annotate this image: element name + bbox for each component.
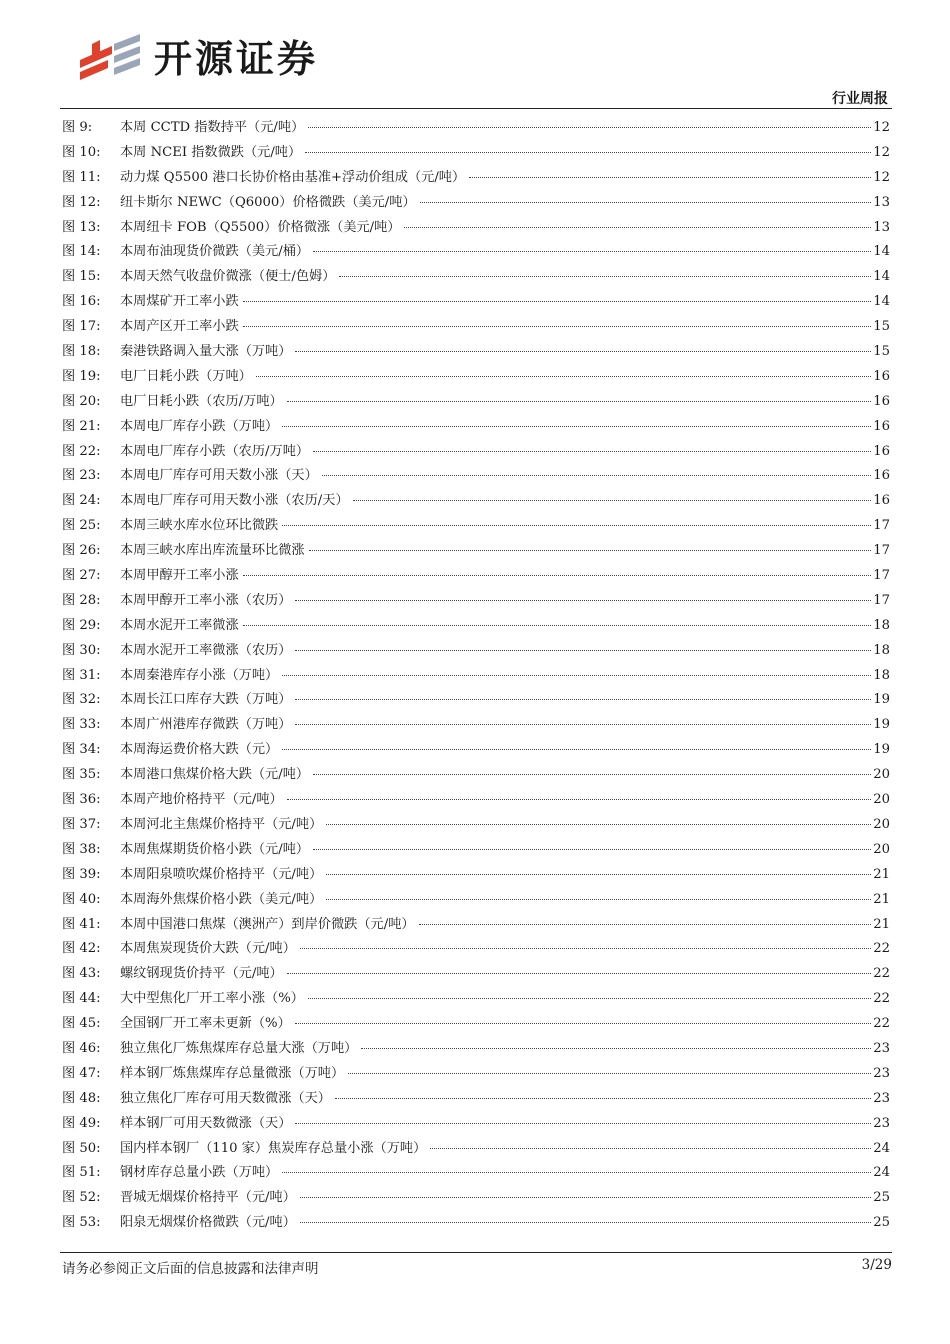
header-divider	[60, 108, 892, 109]
footer-divider	[60, 1252, 892, 1253]
toc-page-number: 23	[873, 1040, 890, 1056]
toc-figure-title: 本周河北主焦煤价格持平（元/吨）	[120, 816, 323, 832]
toc-dot-leader	[313, 849, 871, 850]
toc-figure-title: 样本钢厂可用天数微涨（天）	[120, 1115, 292, 1131]
toc-page-number: 18	[873, 642, 890, 658]
toc-figure-title: 本周中国港口焦煤（澳洲产）到岸价微跌（元/吨）	[120, 916, 415, 932]
toc-dot-leader	[313, 251, 871, 252]
toc-dot-leader	[282, 525, 871, 526]
toc-entry[interactable]	[62, 788, 890, 813]
toc-entry[interactable]	[62, 838, 890, 863]
toc-entry[interactable]	[62, 813, 890, 838]
toc-figure-number: 图 16:	[62, 294, 101, 310]
toc-page-number: 12	[873, 120, 890, 135]
toc-page-number: 16	[873, 393, 890, 409]
toc-figure-number: 图 14:	[62, 244, 101, 260]
toc-figure-number: 图 27:	[62, 568, 101, 584]
toc-figure-title: 本周广州港库存微跌（万吨）	[120, 717, 292, 733]
toc-figure-title: 本周三峡水库出库流量环比微涨	[120, 543, 305, 559]
toc-figure-title: 本周产区开工率小跌	[120, 319, 239, 335]
toc-figure-number: 图 46:	[62, 1040, 101, 1056]
page-number: 3/29	[861, 1257, 892, 1273]
toc-dot-leader	[300, 1222, 871, 1223]
toc-figure-title: 本周电厂库存小跌（万吨）	[120, 418, 279, 434]
toc-page-number: 16	[873, 418, 890, 434]
toc-figure-number: 图 39:	[62, 866, 101, 882]
toc-page-number: 25	[873, 1215, 890, 1231]
toc-page-number: 23	[873, 1090, 890, 1106]
toc-page-number: 16	[873, 493, 890, 509]
toc-page-number: 17	[873, 568, 890, 584]
toc-page-number: 13	[873, 194, 890, 210]
toc-dot-leader	[339, 276, 871, 277]
toc-figure-title: 本周产地价格持平（元/吨）	[120, 792, 283, 808]
toc-entry[interactable]	[62, 1112, 890, 1137]
toc-figure-number: 图 51:	[62, 1165, 101, 1181]
toc-figure-number: 图 31:	[62, 667, 101, 683]
toc-dot-leader	[326, 824, 871, 825]
toc-dot-leader	[295, 724, 871, 725]
toc-entry[interactable]	[62, 564, 890, 589]
toc-entry[interactable]	[62, 1037, 890, 1062]
toc-page-number: 25	[873, 1190, 890, 1206]
toc-dot-leader	[243, 326, 872, 327]
toc-dot-leader	[419, 924, 872, 925]
toc-page-number: 22	[873, 966, 890, 982]
toc-page-number: 16	[873, 368, 890, 384]
toc-entry[interactable]	[62, 763, 890, 788]
toc-figure-number: 图 18:	[62, 344, 101, 360]
toc-dot-leader	[243, 301, 872, 302]
toc-entry[interactable]	[62, 863, 890, 888]
toc-figure-number: 图 23:	[62, 468, 101, 484]
toc-dot-leader	[287, 401, 872, 402]
toc-page-number: 17	[873, 543, 890, 559]
toc-figure-title: 本周秦港库存小涨（万吨）	[120, 667, 279, 683]
toc-entry[interactable]	[62, 738, 890, 763]
toc-entry[interactable]	[62, 340, 890, 365]
toc-dot-leader	[305, 152, 871, 153]
toc-dot-leader	[300, 1197, 871, 1198]
toc-dot-leader	[295, 1023, 871, 1024]
toc-dot-leader	[282, 426, 871, 427]
toc-page-number: 20	[873, 816, 890, 832]
toc-entry[interactable]	[62, 166, 890, 191]
toc-page-number: 20	[873, 767, 890, 783]
toc-dot-leader	[287, 799, 872, 800]
toc-figure-number: 图 37:	[62, 816, 101, 832]
figure-table-of-contents	[62, 116, 890, 1236]
toc-entry[interactable]	[62, 1087, 890, 1112]
toc-figure-number: 图 15:	[62, 269, 101, 285]
toc-figure-number: 图 45:	[62, 1016, 101, 1032]
toc-dot-leader	[256, 376, 871, 377]
toc-figure-number: 图 24:	[62, 493, 101, 509]
toc-figure-number: 图 44:	[62, 991, 101, 1007]
toc-page-number: 16	[873, 468, 890, 484]
toc-figure-title: 全国钢厂开工率未更新（%）	[120, 1016, 291, 1032]
toc-figure-number: 图 53:	[62, 1215, 101, 1231]
toc-dot-leader	[353, 500, 872, 501]
toc-entry[interactable]	[62, 464, 890, 489]
toc-dot-leader	[300, 948, 871, 949]
toc-dot-leader	[308, 998, 871, 999]
toc-figure-number: 图 10:	[62, 144, 101, 160]
toc-figure-number: 图 34:	[62, 742, 101, 758]
toc-dot-leader	[348, 1073, 871, 1074]
toc-figure-number: 图 19:	[62, 368, 101, 384]
toc-page-number: 20	[873, 841, 890, 857]
toc-figure-title: 本周甲醇开工率小涨	[120, 568, 239, 584]
toc-dot-leader	[469, 177, 871, 178]
toc-dot-leader	[420, 202, 872, 203]
toc-page-number: 18	[873, 667, 890, 683]
toc-page-number: 22	[873, 941, 890, 957]
toc-figure-title: 本周海外焦煤价格小跌（美元/吨）	[120, 891, 323, 907]
toc-figure-number: 图 13:	[62, 219, 101, 235]
toc-entry[interactable]	[62, 614, 890, 639]
toc-entry[interactable]	[62, 1137, 890, 1162]
toc-figure-title: 阳泉无烟煤价格微跌（元/吨）	[120, 1215, 296, 1231]
toc-dot-leader	[282, 1172, 871, 1173]
toc-dot-leader	[361, 1048, 871, 1049]
toc-figure-title: 独立焦化厂炼焦煤库存总量大涨（万吨）	[120, 1040, 358, 1056]
toc-figure-title: 本周电厂库存可用天数小涨（农历/天）	[120, 493, 349, 509]
toc-dot-leader	[243, 575, 872, 576]
toc-figure-title: 本周 NCEI 指数微跌（元/吨）	[120, 144, 302, 160]
toc-figure-number: 图 47:	[62, 1065, 101, 1081]
toc-page-number: 19	[873, 692, 890, 708]
toc-page-number: 18	[873, 617, 890, 633]
toc-entry[interactable]	[62, 365, 890, 390]
toc-entry[interactable]	[62, 1211, 890, 1236]
toc-page-number: 15	[873, 344, 890, 360]
toc-page-number: 21	[873, 866, 890, 882]
toc-dot-leader	[295, 600, 871, 601]
toc-entry[interactable]	[62, 415, 890, 440]
toc-figure-title: 本周港口焦煤价格大跌（元/吨）	[120, 767, 310, 783]
toc-figure-number: 图 50:	[62, 1140, 101, 1156]
toc-entry[interactable]	[62, 1161, 890, 1186]
toc-figure-title: 晋城无烟煤价格持平（元/吨）	[120, 1190, 296, 1206]
toc-page-number: 12	[873, 169, 890, 185]
toc-figure-title: 本周煤矿开工率小跌	[120, 294, 239, 310]
toc-dot-leader	[326, 874, 871, 875]
toc-figure-number: 图 33:	[62, 717, 101, 733]
toc-page-number: 24	[873, 1140, 890, 1156]
toc-dot-leader	[308, 127, 871, 128]
toc-figure-number: 图 48:	[62, 1090, 101, 1106]
toc-dot-leader	[295, 699, 871, 700]
document-type: 行业周报	[832, 91, 888, 107]
toc-entry[interactable]	[62, 191, 890, 216]
toc-figure-title: 本周甲醇开工率小涨（农历）	[120, 592, 292, 608]
toc-figure-number: 图 12:	[62, 194, 101, 210]
toc-entry[interactable]	[62, 390, 890, 415]
toc-entry[interactable]	[62, 987, 890, 1012]
toc-figure-title: 样本钢厂炼焦煤库存总量微涨（万吨）	[120, 1065, 345, 1081]
toc-entry[interactable]	[62, 315, 890, 340]
toc-entry[interactable]	[62, 514, 890, 539]
toc-figure-title: 本周长江口库存大跌（万吨）	[120, 692, 292, 708]
toc-figure-title: 本周纽卡 FOB（Q5500）价格微涨（美元/吨）	[120, 219, 401, 235]
toc-page-number: 24	[873, 1165, 890, 1181]
toc-dot-leader	[295, 351, 871, 352]
toc-figure-number: 图 38:	[62, 841, 101, 857]
toc-entry[interactable]	[62, 440, 890, 465]
toc-dot-leader	[243, 625, 872, 626]
toc-dot-leader	[313, 451, 871, 452]
toc-dot-leader	[322, 475, 871, 476]
toc-figure-title: 本周天然气收盘价微涨（便士/色姆）	[120, 269, 336, 285]
toc-page-number: 14	[873, 294, 890, 310]
legal-disclaimer: 请务必参阅正文后面的信息披露和法律声明	[62, 1261, 319, 1277]
toc-figure-number: 图 32:	[62, 692, 101, 708]
toc-figure-title: 本周 CCTD 指数持平（元/吨）	[120, 120, 305, 135]
toc-figure-title: 螺纹钢现货价持平（元/吨）	[120, 966, 283, 982]
toc-figure-number: 图 28:	[62, 592, 101, 608]
toc-page-number: 21	[873, 891, 890, 907]
toc-figure-number: 图 11:	[62, 169, 101, 185]
toc-entry[interactable]	[62, 888, 890, 913]
toc-entry[interactable]	[62, 664, 890, 689]
toc-figure-title: 本周焦炭现货价大跌（元/吨）	[120, 941, 296, 957]
kaiyuan-logo-icon	[78, 30, 148, 86]
toc-figure-number: 图 21:	[62, 418, 101, 434]
toc-entry[interactable]	[62, 713, 890, 738]
toc-entry[interactable]	[62, 141, 890, 166]
toc-figure-number: 图 29:	[62, 617, 101, 633]
toc-dot-leader	[430, 1148, 871, 1149]
toc-entry[interactable]	[62, 1186, 890, 1211]
toc-page-number: 21	[873, 916, 890, 932]
toc-figure-title: 纽卡斯尔 NEWC（Q6000）价格微跌（美元/吨）	[120, 194, 416, 210]
toc-figure-number: 图 41:	[62, 916, 101, 932]
toc-dot-leader	[282, 749, 871, 750]
toc-dot-leader	[282, 675, 871, 676]
toc-figure-number: 图 22:	[62, 443, 101, 459]
toc-entry[interactable]	[62, 116, 890, 141]
toc-page-number: 17	[873, 518, 890, 534]
toc-figure-title: 独立焦化厂库存可用天数微涨（天）	[120, 1090, 331, 1106]
toc-entry[interactable]	[62, 913, 890, 938]
toc-figure-number: 图 30:	[62, 642, 101, 658]
toc-figure-title: 本周水泥开工率微涨	[120, 617, 239, 633]
toc-figure-title: 大中型焦化厂开工率小涨（%）	[120, 991, 304, 1007]
toc-figure-title: 秦港铁路调入量大涨（万吨）	[120, 344, 292, 360]
toc-figure-number: 图 17:	[62, 319, 101, 335]
footer	[62, 1257, 892, 1277]
toc-page-number: 19	[873, 742, 890, 758]
toc-dot-leader	[326, 899, 871, 900]
toc-figure-title: 国内样本钢厂（110 家）焦炭库存总量小涨（万吨）	[120, 1140, 427, 1156]
toc-page-number: 12	[873, 144, 890, 160]
toc-figure-title: 本周阳泉喷吹煤价格持平（元/吨）	[120, 866, 323, 882]
toc-entry[interactable]	[62, 1062, 890, 1087]
toc-dot-leader	[309, 550, 872, 551]
toc-entry[interactable]	[62, 539, 890, 564]
toc-dot-leader	[404, 227, 871, 228]
toc-page-number: 14	[873, 244, 890, 260]
toc-dot-leader	[335, 1098, 871, 1099]
toc-figure-title: 动力煤 Q5500 港口长协价格由基准+浮动价组成（元/吨）	[120, 169, 466, 185]
toc-page-number: 15	[873, 319, 890, 335]
toc-entry[interactable]	[62, 240, 890, 265]
toc-figure-number: 图 9:	[62, 120, 93, 135]
toc-figure-number: 图 36:	[62, 792, 101, 808]
toc-dot-leader	[287, 973, 872, 974]
toc-figure-number: 图 40:	[62, 891, 101, 907]
toc-page-number: 16	[873, 443, 890, 459]
toc-entry[interactable]	[62, 1012, 890, 1037]
toc-figure-title: 本周焦煤期货价格小跌（元/吨）	[120, 841, 310, 857]
toc-page-number: 23	[873, 1115, 890, 1131]
toc-page-number: 19	[873, 717, 890, 733]
toc-page-number: 17	[873, 592, 890, 608]
toc-figure-number: 图 49:	[62, 1115, 101, 1131]
toc-figure-title: 电厂日耗小跌（农历/万吨）	[120, 393, 283, 409]
toc-dot-leader	[295, 650, 871, 651]
toc-figure-title: 本周电厂库存小跌（农历/万吨）	[120, 443, 310, 459]
toc-page-number: 20	[873, 792, 890, 808]
toc-figure-title: 本周水泥开工率微涨（农历）	[120, 642, 292, 658]
toc-entry[interactable]	[62, 639, 890, 664]
toc-entry[interactable]	[62, 216, 890, 241]
toc-entry[interactable]	[62, 265, 890, 290]
toc-figure-title: 本周布油现货价微跌（美元/桶）	[120, 244, 310, 260]
toc-figure-number: 图 43:	[62, 966, 101, 982]
toc-dot-leader	[313, 774, 871, 775]
toc-figure-number: 图 35:	[62, 767, 101, 783]
toc-figure-number: 图 42:	[62, 941, 101, 957]
company-logo	[78, 30, 368, 86]
toc-figure-title: 钢材库存总量小跌（万吨）	[120, 1165, 279, 1181]
toc-entry[interactable]	[62, 489, 890, 514]
toc-entry[interactable]	[62, 290, 890, 315]
toc-entry[interactable]	[62, 688, 890, 713]
toc-page-number: 23	[873, 1065, 890, 1081]
toc-page-number: 14	[873, 269, 890, 285]
toc-dot-leader	[295, 1123, 871, 1124]
toc-figure-number: 图 25:	[62, 518, 101, 534]
toc-figure-number: 图 26:	[62, 543, 101, 559]
toc-figure-title: 本周海运费价格大跌（元）	[120, 742, 279, 758]
toc-page-number: 13	[873, 219, 890, 235]
brand-name: 开源证券	[154, 37, 319, 81]
toc-page-number: 22	[873, 1016, 890, 1032]
toc-figure-number: 图 52:	[62, 1190, 101, 1206]
toc-entry[interactable]	[62, 962, 890, 987]
toc-figure-number: 图 20:	[62, 393, 101, 409]
toc-figure-title: 本周电厂库存可用天数小涨（天）	[120, 468, 318, 484]
toc-figure-title: 本周三峡水库水位环比微跌	[120, 518, 279, 534]
toc-page-number: 22	[873, 991, 890, 1007]
toc-entry[interactable]	[62, 589, 890, 614]
toc-entry[interactable]	[62, 937, 890, 962]
toc-figure-title: 电厂日耗小跌（万吨）	[120, 368, 252, 384]
